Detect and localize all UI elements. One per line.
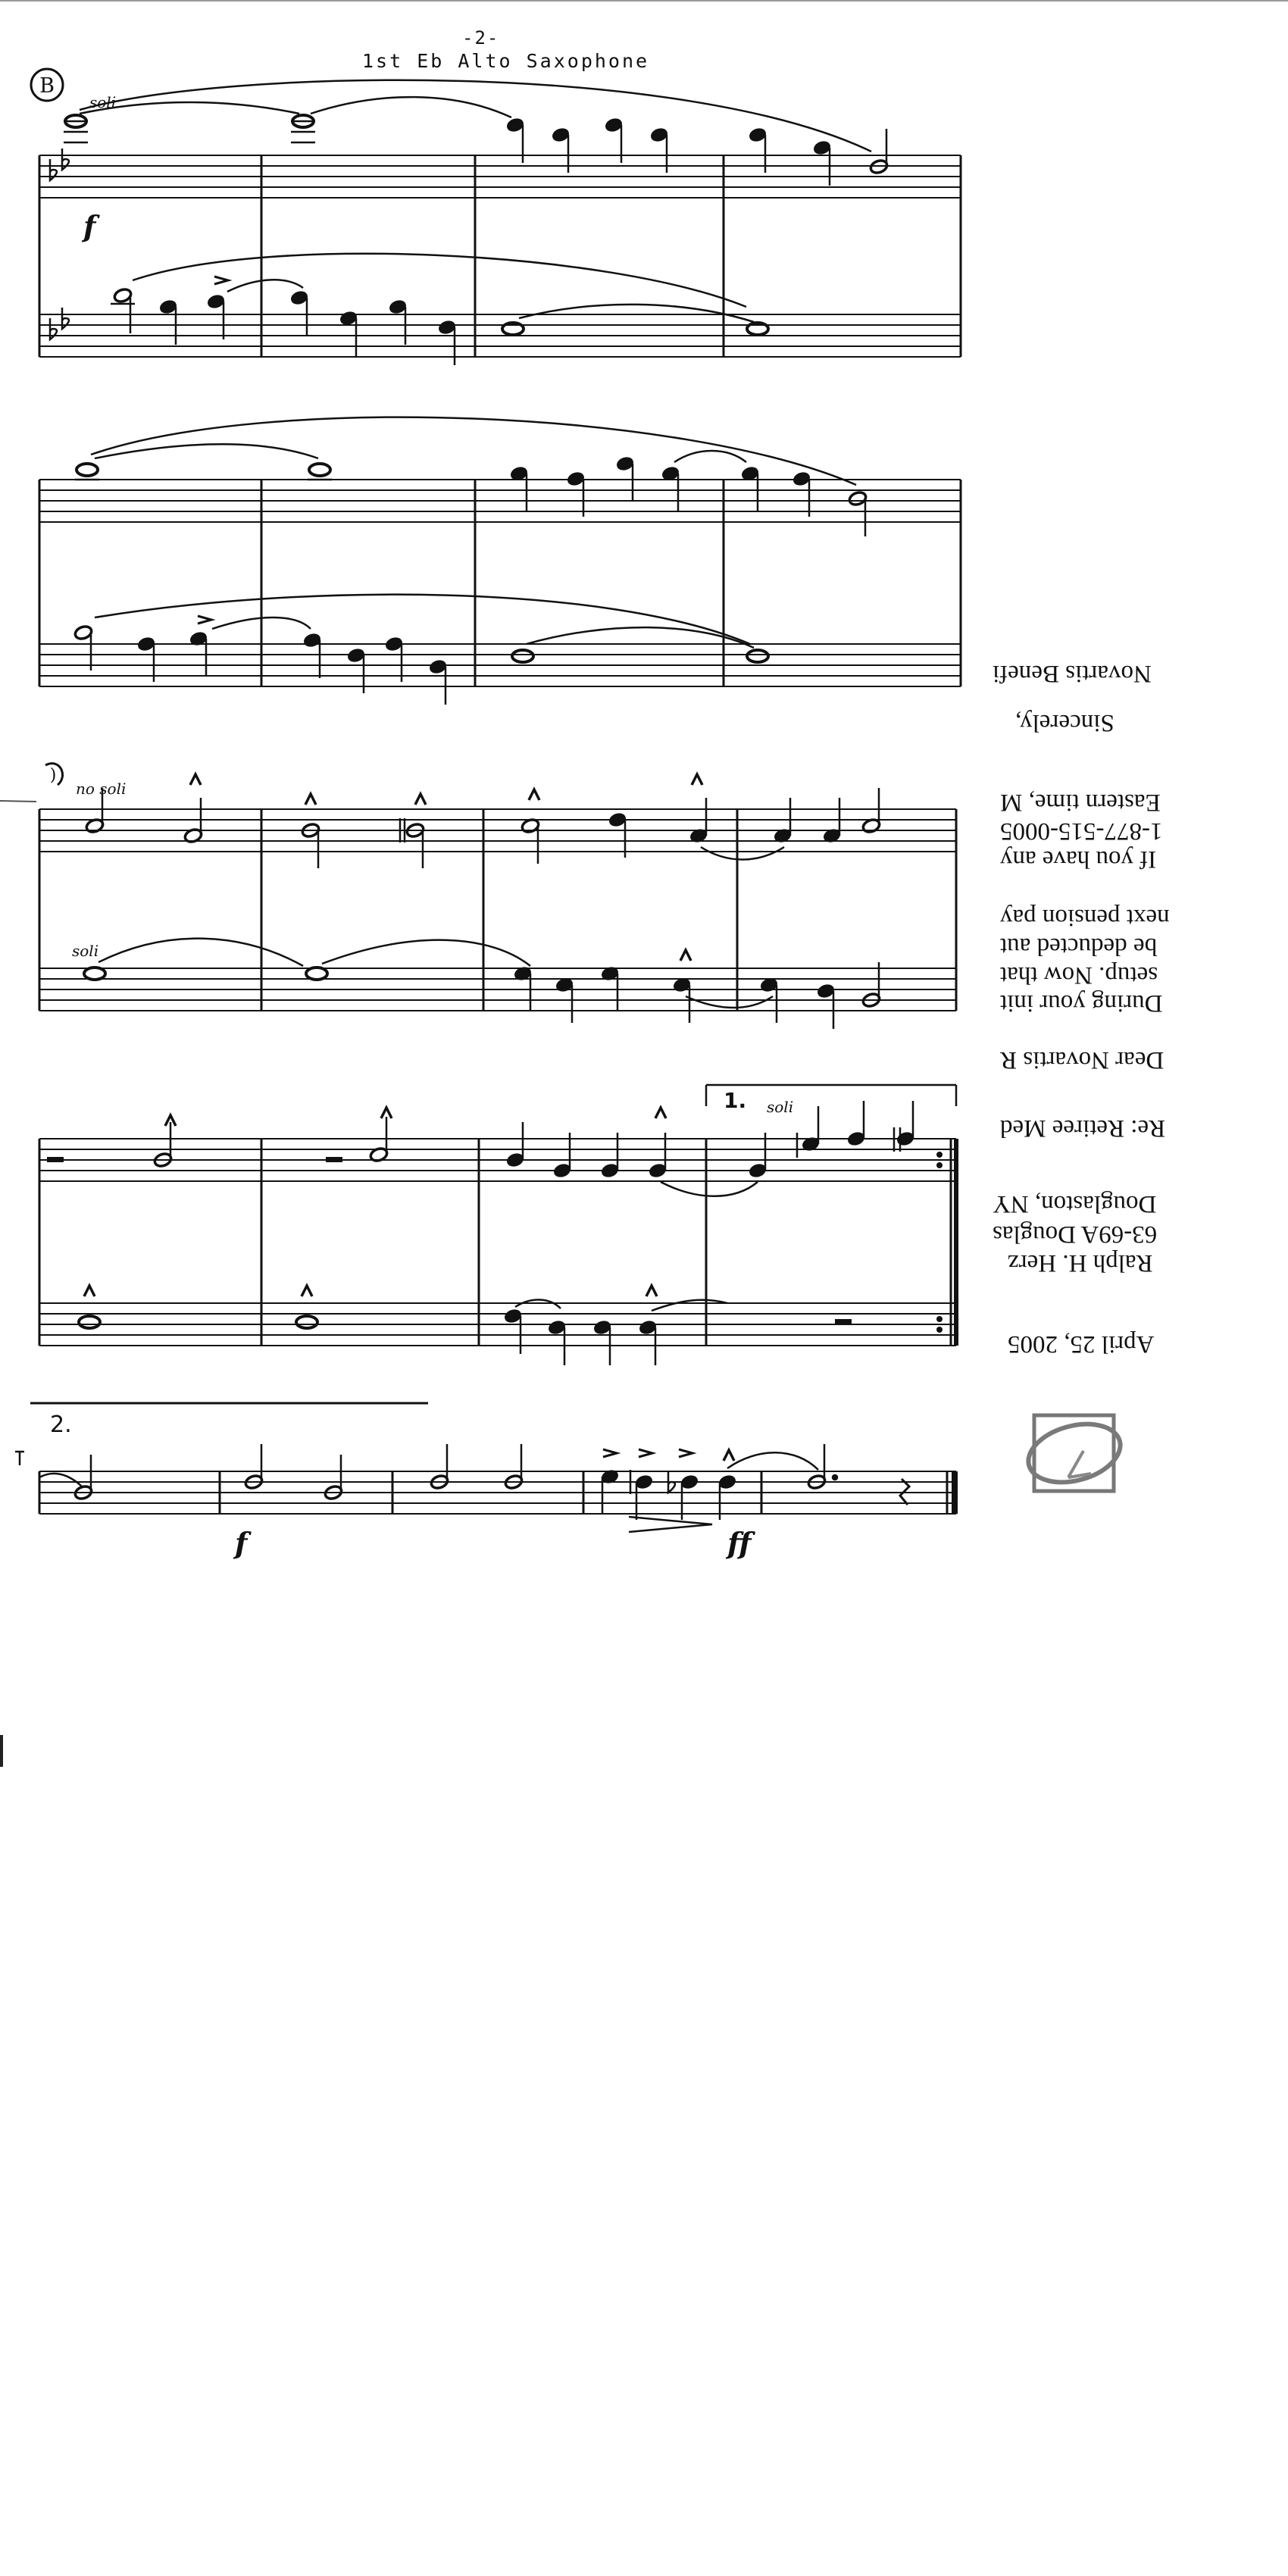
key-signature-upper [50,148,69,180]
letter-hours: Eastern time, M [1000,789,1161,816]
page-number: -2- [462,27,500,48]
dynamic-fortissimo: ff [727,1526,752,1560]
staff-4-lower [39,1303,956,1346]
circular-arrow-stamp-icon [1022,1415,1127,1492]
soli-marking-2: soli [72,942,99,960]
letter-address: 63-69A Douglas [993,1221,1158,1248]
notes-1-lower [111,254,768,365]
rehearsal-mark-b [31,69,63,101]
letter-closing: Sincerely, [1015,709,1114,736]
rehearsal-mark-c [45,764,63,785]
letter-para-5: If you have any [1000,846,1157,873]
staff-1-upper [39,155,961,198]
notes-5 [15,1444,909,1532]
second-ending-label: 2. [50,1411,72,1438]
letter-date: April 25, 2005 [1008,1330,1155,1358]
staff-3-upper [39,809,956,852]
letter-re-line: Re: Retiree Med [1000,1114,1166,1142]
barlines-4 [39,1139,956,1346]
letter-signature-org: Novartis Benefi [993,660,1152,687]
soli-marking-3: soli [767,1098,794,1116]
soli-marking-1: soli [89,93,117,111]
notes-2-upper [75,417,868,536]
dynamic-forte-1: f [83,209,96,243]
letter-para-4: next pension pay [1000,904,1170,931]
letter-city: Douglaston, NY [993,1190,1157,1218]
barlines-1 [39,155,961,357]
staff-1-lower [39,314,961,357]
system-2 [39,417,961,705]
system-5 [15,1403,956,1532]
no-soli-marking: no soli [76,780,127,798]
letter-para-2: setup. Now that [1000,961,1158,989]
letter-para-3: be deducted aut [1000,933,1158,960]
rehearsal-mark-b-label: B [39,74,55,98]
rehearsal-mark-c-label: ) [49,766,57,785]
margin-stroke [0,801,36,802]
system-4 [39,1085,956,1365]
part-title: 1st Eb Alto Saxophone [362,50,650,72]
staff-2-lower [39,644,961,686]
repeat-dots-4 [936,1152,943,1333]
staff-4-upper [39,1139,956,1181]
staff-2-upper [39,480,961,522]
letter-phone: 1-877-515-0005 [1000,818,1163,845]
dynamic-forte-2: f [235,1526,248,1560]
system-1 [39,80,961,365]
barlines-3 [39,809,956,1011]
first-ending-label: 1. [724,1088,747,1113]
notes-4-lower [79,1286,852,1365]
letter-para-1: During your init [1000,989,1163,1017]
letter-salutation: Dear Novartis R [1000,1046,1165,1074]
barlines-2 [39,480,961,686]
letter-name: Ralph H. Herz [1008,1249,1153,1277]
notes-2-lower [73,595,768,705]
system-3 [39,774,956,1029]
staff-5 [39,1471,956,1514]
key-signature-lower [50,308,69,339]
